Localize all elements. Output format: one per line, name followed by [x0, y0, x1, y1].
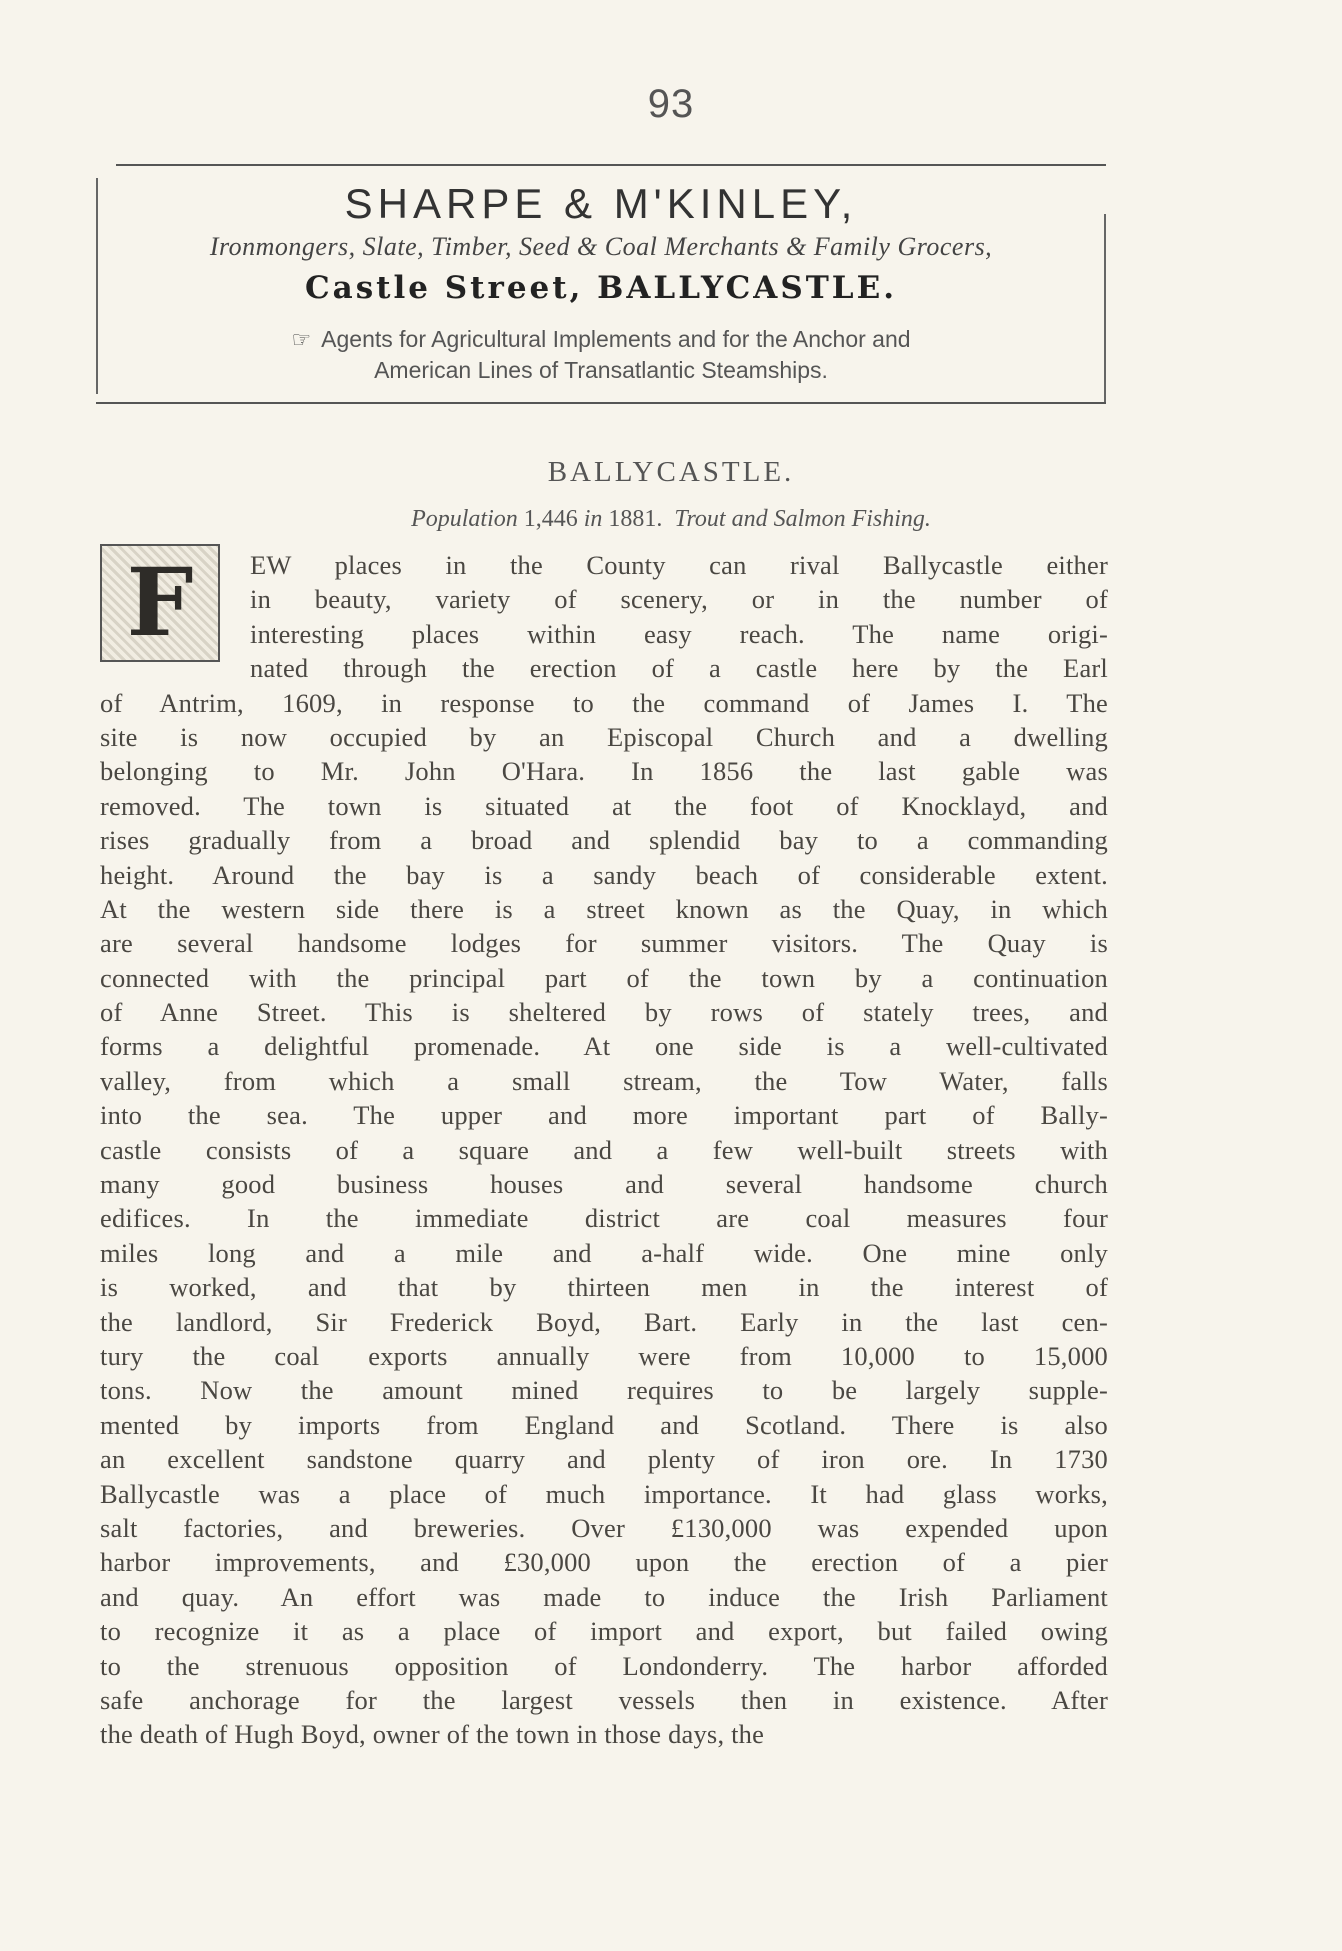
body-line: tons. Now the amount mined requires to be largely supple-	[100, 1375, 1108, 1406]
body-line: and quay. An effort was made to induce the Irish Parliament	[100, 1581, 1108, 1612]
ad-agents-line-2: American Lines of Transatlantic Steamships.	[374, 357, 828, 383]
ad-agents-text-1: Agents for Agricultural Implements and for the Anchor and	[321, 326, 911, 352]
body-line: interesting places within easy reach. The name origi-	[250, 618, 1108, 649]
body-line: site is now occupied by an Episcopal Church and a dwelling	[100, 721, 1108, 752]
body-line: in beauty, variety of scenery, or in the number of	[250, 584, 1108, 615]
ad-agents-line-1	[110, 324, 1092, 355]
body-line: mented by imports from England and Scotland. There is also	[100, 1409, 1108, 1440]
ad-border-bottom	[96, 402, 1106, 404]
fishing-note: Trout and Salmon Fishing.	[674, 506, 931, 532]
body-line: salt factories, and breweries. Over £130,000 was expended upon	[100, 1512, 1108, 1543]
body-line: EW places in the County can rival Ballycastle either	[250, 550, 1108, 580]
population-year: 1881.	[608, 506, 663, 532]
ad-title: SHARPE & M'KINLEY,	[344, 180, 858, 227]
body-line: nated through the erection of a castle here by the Earl	[250, 653, 1108, 684]
body-line: height. Around the bay is a sandy beach of considerable extent.	[100, 859, 1108, 890]
section-title: BALLYCASTLE.	[547, 456, 795, 488]
body-text	[100, 548, 1108, 1752]
body-line: belonging to Mr. John O'Hara. In 1856 the last gable was	[100, 756, 1108, 787]
body-line: are several handsome lodges for summer visitors. The Quay is	[100, 928, 1108, 959]
ad-subtitle: Ironmongers, Slate, Timber, Seed & Coal Merchants & Family Grocers,	[209, 232, 993, 261]
body-line: rises gradually from a broad and splendid bay to a commanding	[100, 825, 1108, 856]
body-line: of Antrim, 1609, in response to the command of James I. The	[100, 687, 1108, 718]
body-line: is worked, and that by thirteen men in the interest of	[100, 1272, 1108, 1303]
body-line: many good business houses and several handsome church	[100, 1169, 1108, 1200]
body-line: miles long and a mile and a-half wide. One mine only	[100, 1237, 1108, 1268]
body-line: an excellent sandstone quarry and plenty of iron ore. In 1730	[100, 1444, 1108, 1475]
page-number: 93	[647, 82, 695, 126]
body-line: tury the coal exports annually were from 10,000 to 15,000	[100, 1340, 1108, 1371]
pointing-hand-icon: ☞	[291, 327, 312, 352]
body-line: At the western side there is a street known as the Quay, in which	[100, 893, 1108, 924]
population-in: in	[583, 506, 603, 532]
ad-address: Castle Street, BALLYCASTLE.	[304, 270, 898, 306]
body-line: Ballycastle was a place of much importance. It had glass works,	[100, 1478, 1108, 1509]
body-line: connected with the principal part of the town by a continuation	[100, 962, 1108, 993]
body-line: to recognize it as a place of import and export, but failed owing	[100, 1616, 1108, 1647]
advertisement-box	[96, 164, 1106, 404]
body-line: to the strenuous opposition of Londonderry. The harbor afforded	[100, 1650, 1108, 1681]
body-line: harbor improvements, and £30,000 upon the erection of a pier	[100, 1547, 1108, 1578]
section-subhead	[0, 506, 1342, 533]
ad-border-top	[116, 164, 1106, 166]
body-line: into the sea. The upper and more important part of Bally-	[100, 1100, 1108, 1131]
body-line: of Anne Street. This is sheltered by rows of stately trees, and	[100, 997, 1108, 1028]
ad-agents	[110, 324, 1092, 386]
body-line: castle consists of a square and a few well-built streets with	[100, 1134, 1108, 1165]
body-line: the landlord, Sir Frederick Boyd, Bart. Early in the last cen-	[100, 1306, 1108, 1337]
population-value: 1,446	[523, 506, 578, 532]
drop-cap-letter: F	[126, 548, 194, 658]
body-line: removed. The town is situated at the foot of Knocklayd, and	[100, 790, 1108, 821]
body-line: forms a delightful promenade. At one side is a well-cultivated	[100, 1031, 1108, 1062]
body-line: edifices. In the immediate district are coal measures four	[100, 1203, 1108, 1234]
population-label: Population	[411, 506, 518, 532]
body-line: valley, from which a small stream, the Tow Water, falls	[100, 1065, 1108, 1096]
body-line: safe anchorage for the largest vessels then in existence. After	[100, 1684, 1108, 1715]
body-line: the death of Hugh Boyd, owner of the town in those days, the	[100, 1719, 765, 1750]
